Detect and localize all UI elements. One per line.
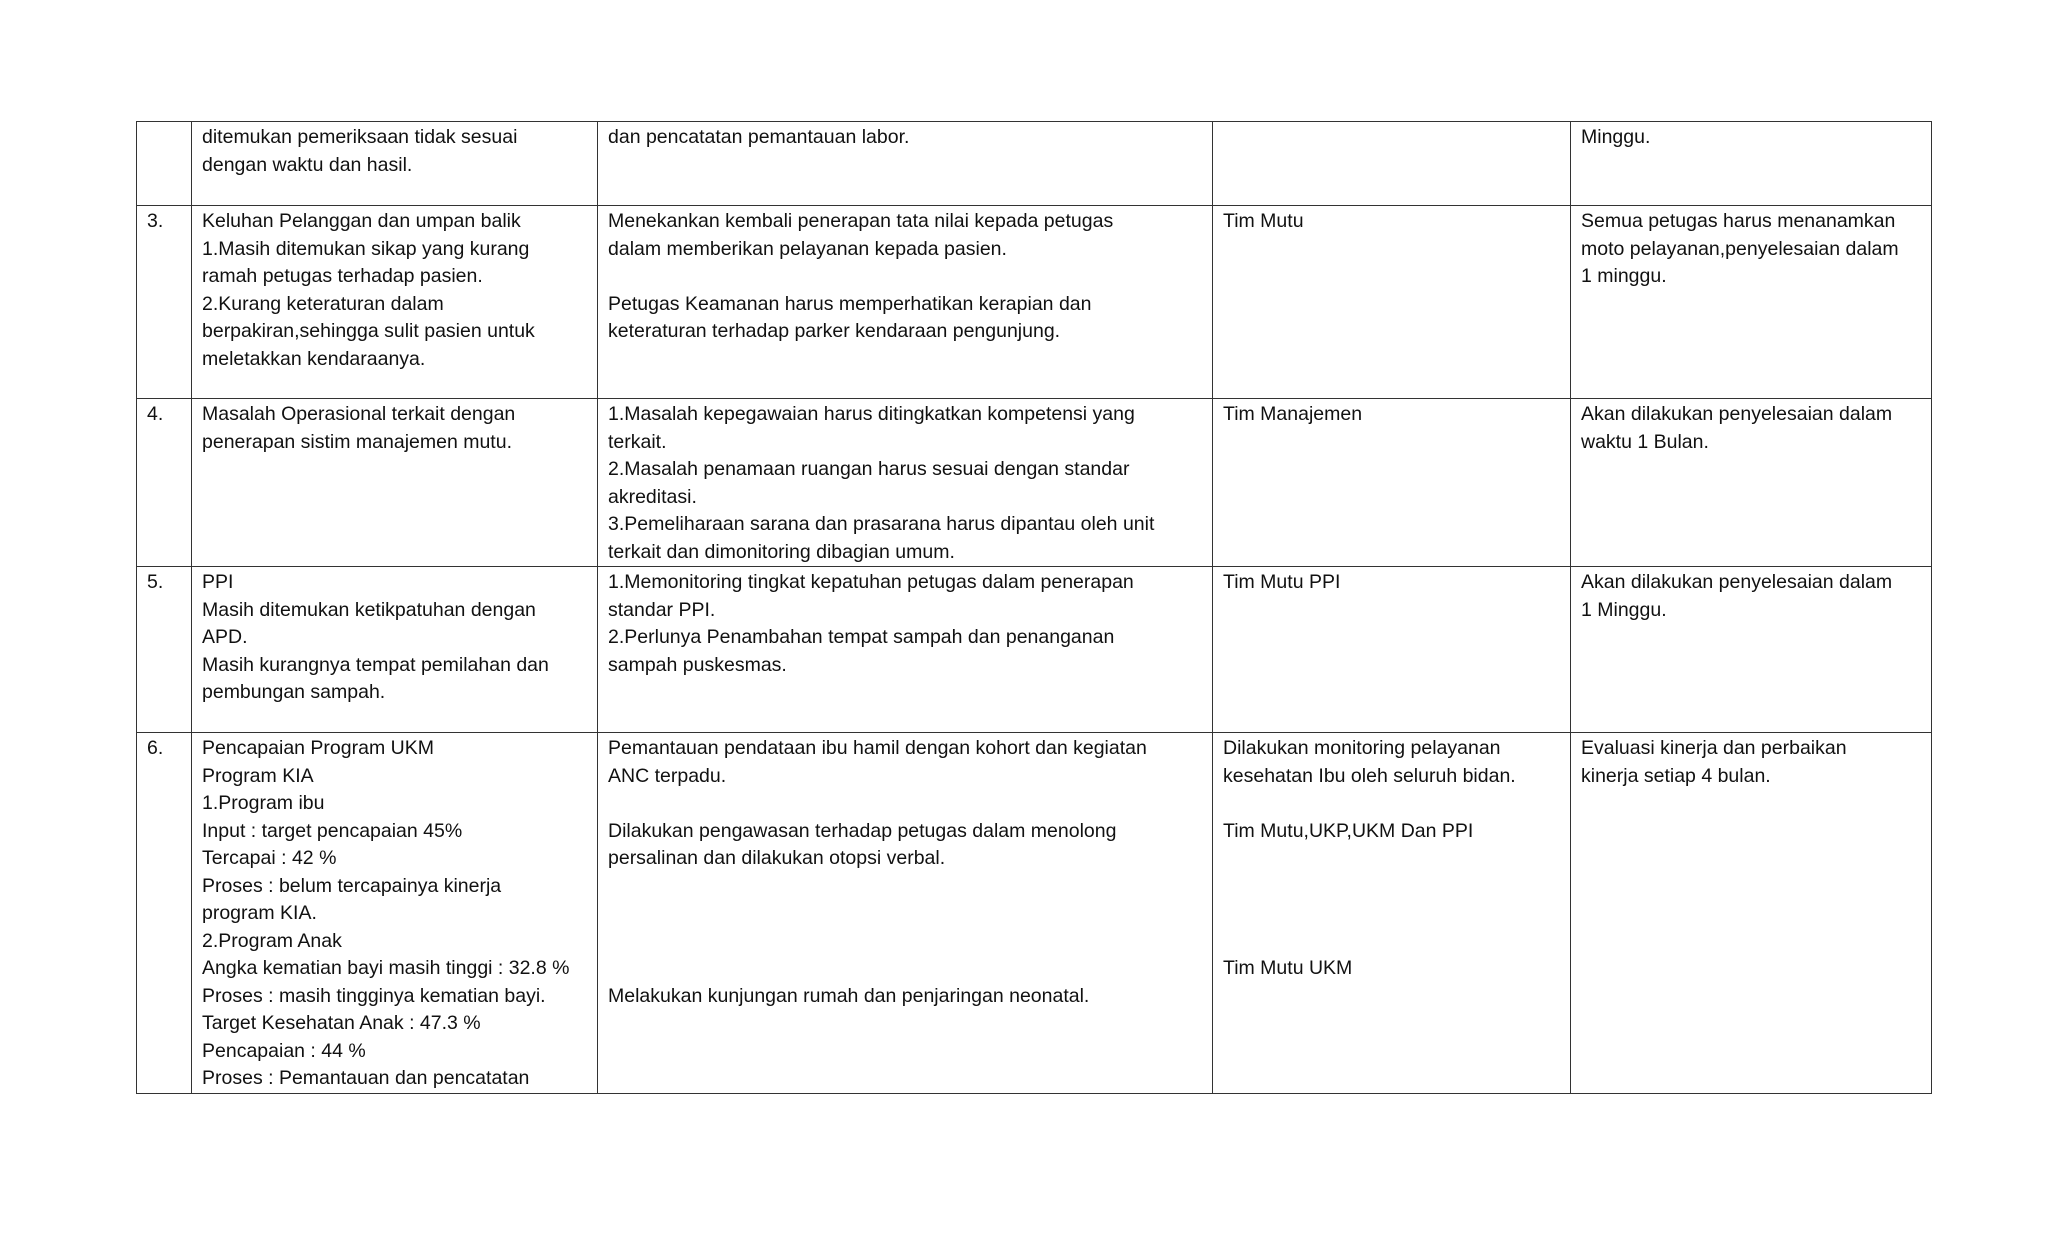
time-cell: Evaluasi kinerja dan perbaikan kinerja setiap 4 bulan. [1571,733,1932,1094]
action-cell: 1.Memonitoring tingkat kepatuhan petugas dalam penerapan standar PPI. 2.Perlunya Penambahan tempat sampah dan penanganan sampah puskesmas. [598,567,1213,733]
action-cell: dan pencatatan pemantauan labor. [598,122,1213,206]
issue-cell: Pencapaian Program UKM Program KIA 1.Program ibu Input : target pencapaian 45% Tercapai : 42 % Proses : belum tercapainya kinerja program KIA. 2.Program Anak Angka kematian bayi masih tinggi : 32.8 % Proses : masih tingginya kematian bayi. Target Kesehatan Anak : 47.3 % Pencapaian : 44 % Proses : Pemantauan dan pencatatan [192,733,598,1094]
issue-cell: Masalah Operasional terkait dengan penerapan sistim manajemen mutu. [192,399,598,567]
issue-cell: ditemukan pemeriksaan tidak sesuai dengan waktu dan hasil. [192,122,598,206]
pic-cell: Tim Mutu [1213,206,1571,399]
evaluation-table [136,121,1932,1094]
table-row [137,206,1932,399]
pic-cell: Tim Mutu PPI [1213,567,1571,733]
row-number-cell: 3. [137,206,192,399]
pic-cell: Dilakukan monitoring pelayanan kesehatan Ibu oleh seluruh bidan. Tim Mutu,UKP,UKM Dan PPI Tim Mutu UKM [1213,733,1571,1094]
pic-cell [1213,122,1571,206]
pic-cell: Tim Manajemen [1213,399,1571,567]
action-cell: Menekankan kembali penerapan tata nilai kepada petugas dalam memberikan pelayanan kepada pasien. Petugas Keamanan harus memperhatikan kerapian dan keteraturan terhadap parker kendaraan pengunjung. [598,206,1213,399]
issue-cell: PPI Masih ditemukan ketikpatuhan dengan APD. Masih kurangnya tempat pemilahan dan pembungan sampah. [192,567,598,733]
time-cell: Akan dilakukan penyelesaian dalam waktu 1 Bulan. [1571,399,1932,567]
table-row [137,399,1932,567]
action-cell: 1.Masalah kepegawaian harus ditingkatkan kompetensi yang terkait. 2.Masalah penamaan ruangan harus sesuai dengan standar akreditasi. 3.Pemeliharaan sarana dan prasarana harus dipantau oleh unit terkait dan dimonitoring dibagian umum. [598,399,1213,567]
time-cell: Akan dilakukan penyelesaian dalam 1 Minggu. [1571,567,1932,733]
action-cell: Pemantauan pendataan ibu hamil dengan kohort dan kegiatan ANC terpadu. Dilakukan pengawasan terhadap petugas dalam menolong persalinan dan dilakukan otopsi verbal. Melakukan kunjungan rumah dan penjaringan neonatal. [598,733,1213,1094]
table-row [137,733,1932,1094]
table-row [137,567,1932,733]
row-number-cell: 5. [137,567,192,733]
row-number-cell [137,122,192,206]
row-number-cell: 4. [137,399,192,567]
table-row [137,122,1932,206]
issue-cell: Keluhan Pelanggan dan umpan balik 1.Masih ditemukan sikap yang kurang ramah petugas terhadap pasien. 2.Kurang keteraturan dalam berpakiran,sehingga sulit pasien untuk meletakkan kendaraanya. [192,206,598,399]
row-number-cell: 6. [137,733,192,1094]
time-cell: Minggu. [1571,122,1932,206]
time-cell: Semua petugas harus menanamkan moto pelayanan,penyelesaian dalam 1 minggu. [1571,206,1932,399]
